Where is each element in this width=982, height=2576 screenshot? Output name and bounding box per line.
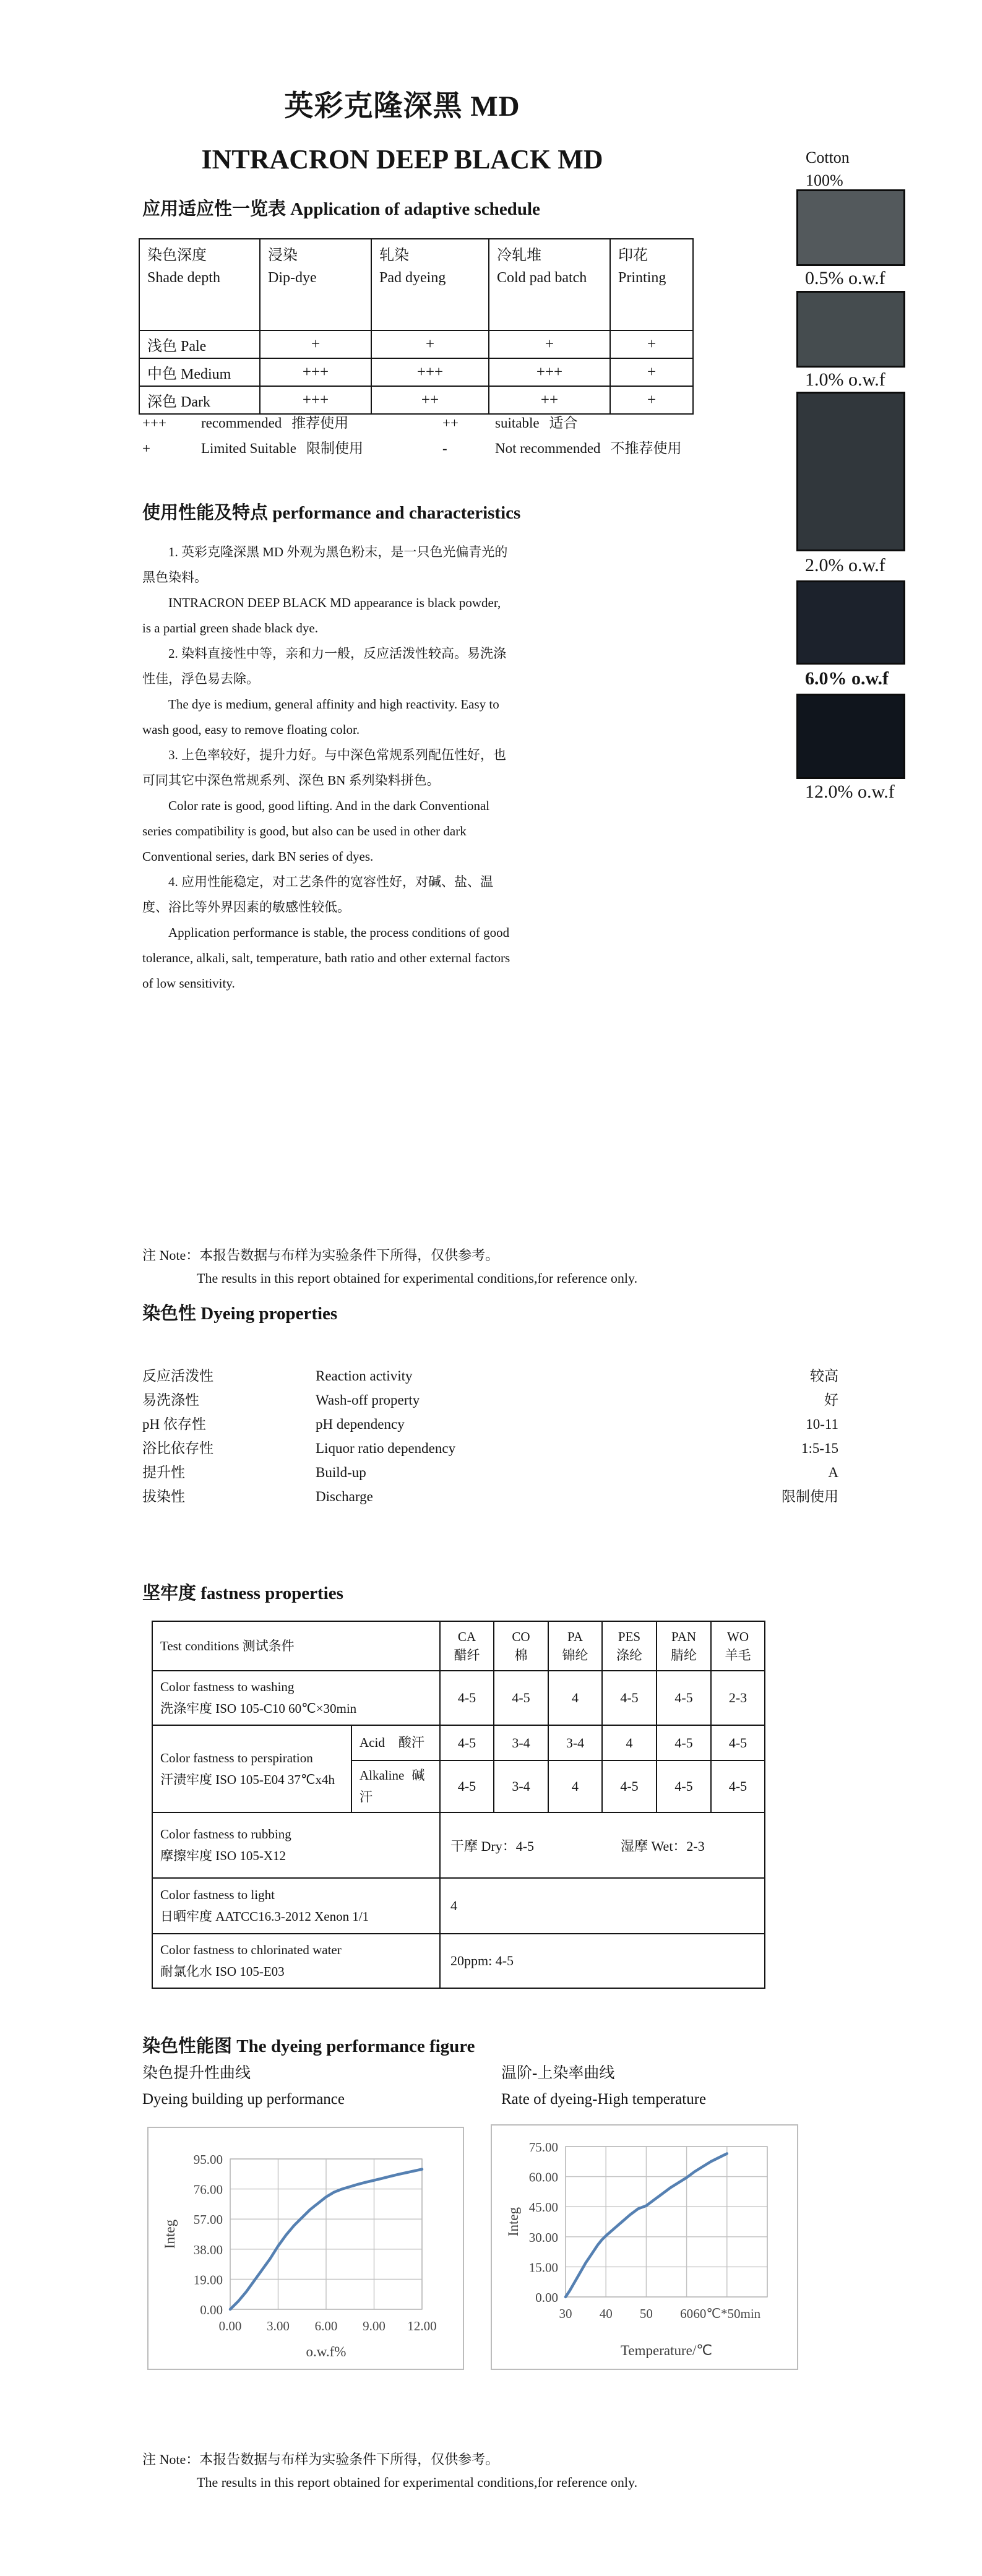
note-line-zh: 注 Note：本报告数据与布样为实验条件下所得，仅供参考。 bbox=[142, 2452, 499, 2467]
swatch-label: 2.0% o.w.f bbox=[805, 555, 885, 575]
column-header: 冷轧堆 Cold pad batch bbox=[489, 239, 610, 330]
legend-text: Limited Suitable 限制使用 bbox=[201, 441, 363, 456]
svg-text:19.00: 19.00 bbox=[193, 2272, 223, 2288]
figures-section-heading: 染色性能图 The dyeing performance figure bbox=[142, 2036, 475, 2056]
fiber-header-pa: PA 锦纶 bbox=[548, 1621, 602, 1671]
property-en: Wash-off property bbox=[316, 1392, 420, 1408]
column-header: 浸染 Dip-dye bbox=[260, 239, 371, 330]
paragraph: The dye is medium, general affinity and high reactivity. Easy to wash good, easy to remove floating color. bbox=[142, 697, 499, 737]
application-section-heading: 应用适应性一览表 Application of adaptive schedule bbox=[142, 199, 540, 219]
rating-cell: 20ppm: 4-5 bbox=[440, 1934, 765, 1988]
svg-text:Integ: Integ bbox=[506, 2207, 521, 2237]
property-row bbox=[142, 1388, 838, 1412]
rating-cell: ++ bbox=[489, 386, 610, 414]
property-value: A bbox=[828, 1465, 838, 1480]
rating-legend bbox=[142, 410, 730, 461]
figure-subtitle-right bbox=[501, 2061, 706, 2113]
buildup-line-chart bbox=[149, 2128, 463, 2369]
swatch-percent-label: 100% bbox=[806, 171, 843, 189]
paragraph: INTRACRON DEEP BLACK MD appearance is black powder, is a partial green shade black dye. bbox=[142, 595, 501, 635]
row-label: 中色 Medium bbox=[139, 358, 260, 386]
svg-text:9.00: 9.00 bbox=[363, 2319, 385, 2333]
svg-text:50: 50 bbox=[639, 2306, 653, 2321]
svg-text:60: 60 bbox=[680, 2306, 694, 2321]
column-header: 印花 Printing bbox=[610, 239, 693, 330]
chart-buildup-performance bbox=[147, 2127, 464, 2370]
table-row-pale bbox=[139, 330, 693, 358]
svg-text:0.00: 0.00 bbox=[535, 2290, 558, 2305]
property-zh: 易洗涤性 bbox=[142, 1392, 199, 1408]
legend-text: suitable 适合 bbox=[495, 415, 578, 431]
row-label: 浅色 Pale bbox=[139, 330, 260, 358]
property-row bbox=[142, 1484, 838, 1509]
paragraph: Color rate is good, good lifting. And in the dark Conventional series compatibility is good, but also can be used in other dark Conventional series, dark BN series of dyes. bbox=[142, 798, 490, 864]
figure-subtitle-zh: 温阶-上染率曲线 bbox=[501, 2065, 615, 2082]
svg-text:0.00: 0.00 bbox=[218, 2319, 242, 2333]
svg-text:76.00: 76.00 bbox=[193, 2182, 223, 2197]
property-en: pH dependency bbox=[316, 1416, 405, 1432]
legend-symbol: + bbox=[142, 441, 150, 456]
property-zh: 拔染性 bbox=[142, 1489, 185, 1504]
rating-cell: 3-4 bbox=[494, 1760, 548, 1812]
legend-text: Not recommended 不推荐使用 bbox=[495, 441, 682, 456]
legend-symbol: ++ bbox=[442, 415, 459, 431]
rating-cell: +++ bbox=[489, 358, 610, 386]
svg-text:0.00: 0.00 bbox=[200, 2302, 223, 2317]
note-block bbox=[142, 1244, 637, 1290]
dyeing-properties-heading: 染色性 Dyeing properties bbox=[142, 1304, 338, 1324]
rating-cell: + bbox=[610, 330, 693, 358]
rating-cell: 4 bbox=[548, 1671, 602, 1725]
rating-cell: 4-5 bbox=[440, 1725, 494, 1760]
sub-condition-cell: Alkaline 碱汗 bbox=[351, 1760, 440, 1812]
rating-cell: 4-5 bbox=[711, 1725, 765, 1760]
property-en: Liquor ratio dependency bbox=[316, 1441, 456, 1456]
svg-text:75.00: 75.00 bbox=[528, 2140, 558, 2155]
fastness-section-heading: 坚牢度 fastness properties bbox=[142, 1583, 343, 1603]
rating-cell: 4-5 bbox=[440, 1671, 494, 1725]
condition-cell: Color fastness to rubbing 摩擦牢度 ISO 105-X12 bbox=[152, 1812, 440, 1878]
swatch-label: 12.0% o.w.f bbox=[805, 782, 895, 802]
note-line-en: The results in this report obtained for experimental conditions,for reference only. bbox=[197, 1270, 638, 1286]
svg-text:Integ: Integ bbox=[162, 2219, 178, 2249]
property-value: 限制使用 bbox=[782, 1489, 838, 1504]
sub-condition-cell: Acid 酸汗 bbox=[351, 1725, 440, 1760]
rating-cell: 4 bbox=[440, 1878, 765, 1934]
svg-text:12.00: 12.00 bbox=[407, 2319, 437, 2333]
swatch-column-header bbox=[806, 146, 850, 192]
color-swatch bbox=[796, 189, 905, 266]
rating-cell: 4 bbox=[548, 1760, 602, 1812]
paragraph: 3. 上色率较好，提升力好。与中深色常规系列配伍性好，也可同其它中深色常规系列、深色 BN 系列染料拼色。 bbox=[142, 747, 506, 788]
paragraph: 2. 染料直接性中等，亲和力一般，反应活泼性较高。易洗涤性佳，浮色易去除。 bbox=[142, 646, 506, 686]
note-line-zh: 注 Note：本报告数据与布样为实验条件下所得，仅供参考。 bbox=[142, 1247, 499, 1263]
rating-cell: 干摩 Dry：4-5 湿摩 Wet：2-3 bbox=[440, 1812, 765, 1878]
svg-text:30: 30 bbox=[559, 2306, 572, 2321]
fiber-header-wo: WO 羊毛 bbox=[711, 1621, 765, 1671]
svg-text:60℃*50min: 60℃*50min bbox=[693, 2306, 761, 2321]
property-en: Reaction activity bbox=[316, 1368, 413, 1384]
column-header: 轧染 Pad dyeing bbox=[371, 239, 489, 330]
property-zh: 反应活泼性 bbox=[142, 1368, 213, 1384]
property-zh: pH 依存性 bbox=[142, 1416, 206, 1432]
rating-cell: 4-5 bbox=[657, 1671, 711, 1725]
fastness-row-light bbox=[152, 1878, 765, 1934]
paragraph: Application performance is stable, the process conditions of good tolerance, alkali, salt, temperature, bath ratio and other external factors of low sensitivity. bbox=[142, 925, 510, 991]
column-header: 染色深度 Shade depth bbox=[139, 239, 260, 330]
figure-subtitle-en: Rate of dyeing-High temperature bbox=[501, 2091, 707, 2108]
paragraph: 1. 英彩克隆深黑 MD 外观为黑色粉末，是一只色光偏青光的黑色染料。 bbox=[142, 545, 508, 585]
application-table-header-row bbox=[139, 239, 693, 330]
chart-rate-of-dyeing bbox=[491, 2124, 798, 2370]
property-value: 1:5-15 bbox=[801, 1441, 838, 1456]
property-en: Build-up bbox=[316, 1465, 366, 1480]
rating-cell: 4-5 bbox=[657, 1760, 711, 1812]
rating-cell: + bbox=[260, 330, 371, 358]
rating-cell: 4-5 bbox=[711, 1760, 765, 1812]
rating-cell: + bbox=[610, 386, 693, 414]
paragraph: 4. 应用性能稳定，对工艺条件的宽容性好，对碱、盐、温度、浴比等外界因素的敏感性较低。 bbox=[142, 874, 493, 915]
rating-cell: +++ bbox=[260, 358, 371, 386]
rating-cell: ++ bbox=[371, 386, 489, 414]
swatch-label: 6.0% o.w.f bbox=[805, 668, 889, 689]
rating-cell: 4-5 bbox=[440, 1760, 494, 1812]
rating-cell: + bbox=[610, 358, 693, 386]
property-row bbox=[142, 1460, 838, 1484]
rating-cell: 4-5 bbox=[494, 1671, 548, 1725]
fastness-row-perspiration-acid bbox=[152, 1725, 765, 1760]
performance-paragraphs bbox=[142, 540, 512, 996]
rating-cell: 2-3 bbox=[711, 1671, 765, 1725]
legend-symbol: - bbox=[442, 441, 447, 456]
table-row-medium bbox=[139, 358, 693, 386]
swatch-material-label: Cotton bbox=[806, 149, 850, 166]
swatch-label: 0.5% o.w.f bbox=[805, 268, 885, 288]
svg-text:o.w.f%: o.w.f% bbox=[306, 2344, 347, 2359]
condition-cell: Color fastness to light 日晒牢度 AATCC16.3-2012 Xenon 1/1 bbox=[152, 1878, 440, 1934]
fiber-header-co: CO 棉 bbox=[494, 1621, 548, 1671]
fastness-row-washing bbox=[152, 1671, 765, 1725]
fastness-row-rubbing bbox=[152, 1812, 765, 1878]
color-swatch bbox=[796, 291, 905, 368]
page-title-zh: 英彩克隆深黑 MD bbox=[284, 90, 520, 123]
condition-cell: Color fastness to chlorinated water 耐氯化水 ISO 105-E03 bbox=[152, 1934, 440, 1988]
property-value: 好 bbox=[824, 1392, 838, 1408]
legend-text: recommended 推荐使用 bbox=[201, 415, 349, 431]
svg-text:57.00: 57.00 bbox=[193, 2212, 223, 2228]
rating-cell: + bbox=[371, 330, 489, 358]
property-zh: 浴比依存性 bbox=[142, 1441, 213, 1456]
performance-section-heading: 使用性能及特点 performance and characteristics bbox=[142, 503, 521, 523]
figure-subtitle-en: Dyeing building up performance bbox=[142, 2091, 345, 2108]
legend-symbol: +++ bbox=[142, 415, 166, 431]
row-label: 深色 Dark bbox=[139, 386, 260, 414]
svg-text:40: 40 bbox=[599, 2306, 613, 2321]
rating-cell: 3-4 bbox=[494, 1725, 548, 1760]
property-row bbox=[142, 1436, 838, 1460]
svg-text:38.00: 38.00 bbox=[193, 2242, 223, 2257]
color-swatch bbox=[796, 580, 905, 665]
property-row bbox=[142, 1412, 838, 1436]
color-swatch bbox=[796, 694, 905, 779]
figure-subtitle-zh: 染色提升性曲线 bbox=[142, 2065, 251, 2082]
rating-cell: +++ bbox=[371, 358, 489, 386]
svg-text:3.00: 3.00 bbox=[267, 2319, 290, 2333]
svg-text:95.00: 95.00 bbox=[193, 2152, 223, 2167]
rate-line-chart bbox=[492, 2126, 797, 2369]
fiber-header-pan: PAN 腈纶 bbox=[657, 1621, 711, 1671]
svg-text:60.00: 60.00 bbox=[528, 2169, 558, 2185]
note-line-en: The results in this report obtained for experimental conditions,for reference only. bbox=[197, 2475, 638, 2490]
rating-cell: +++ bbox=[260, 386, 371, 414]
property-value: 较高 bbox=[810, 1368, 838, 1384]
dyeing-properties-list bbox=[142, 1364, 838, 1509]
svg-text:15.00: 15.00 bbox=[528, 2260, 558, 2275]
svg-text:Temperature/℃: Temperature/℃ bbox=[620, 2343, 713, 2358]
property-en: Discharge bbox=[316, 1489, 373, 1504]
page-title-en: INTRACRON DEEP BLACK MD bbox=[201, 144, 603, 174]
fiber-header-ca: CA 醋纤 bbox=[440, 1621, 494, 1671]
swatch-label: 1.0% o.w.f bbox=[805, 369, 885, 390]
svg-text:45.00: 45.00 bbox=[528, 2200, 558, 2215]
rating-cell: 3-4 bbox=[548, 1725, 602, 1760]
svg-text:30.00: 30.00 bbox=[528, 2229, 558, 2245]
property-row bbox=[142, 1364, 838, 1388]
fastness-row-chlorinated bbox=[152, 1934, 765, 1988]
rating-cell: + bbox=[489, 330, 610, 358]
application-table bbox=[139, 238, 694, 415]
svg-text:6.00: 6.00 bbox=[314, 2319, 338, 2333]
condition-cell: Color fastness to perspiration 汗渍牢度 ISO 105-E04 37℃x4h bbox=[152, 1725, 351, 1812]
condition-cell: Color fastness to washing 洗涤牢度 ISO 105-C10 60℃×30min bbox=[152, 1671, 440, 1725]
footer-note-block bbox=[142, 2448, 637, 2494]
test-conditions-header: Test conditions 测试条件 bbox=[152, 1621, 440, 1671]
figure-subtitle-left bbox=[142, 2061, 345, 2113]
property-value: 10-11 bbox=[806, 1416, 838, 1432]
fastness-table bbox=[152, 1621, 765, 1989]
rating-cell: 4-5 bbox=[602, 1760, 657, 1812]
rating-cell: 4-5 bbox=[657, 1725, 711, 1760]
fiber-header-pes: PES 涤纶 bbox=[602, 1621, 657, 1671]
fastness-header-row bbox=[152, 1621, 765, 1671]
property-zh: 提升性 bbox=[142, 1465, 185, 1480]
rating-cell: 4-5 bbox=[602, 1671, 657, 1725]
rating-cell: 4 bbox=[602, 1725, 657, 1760]
color-swatch bbox=[796, 392, 905, 551]
